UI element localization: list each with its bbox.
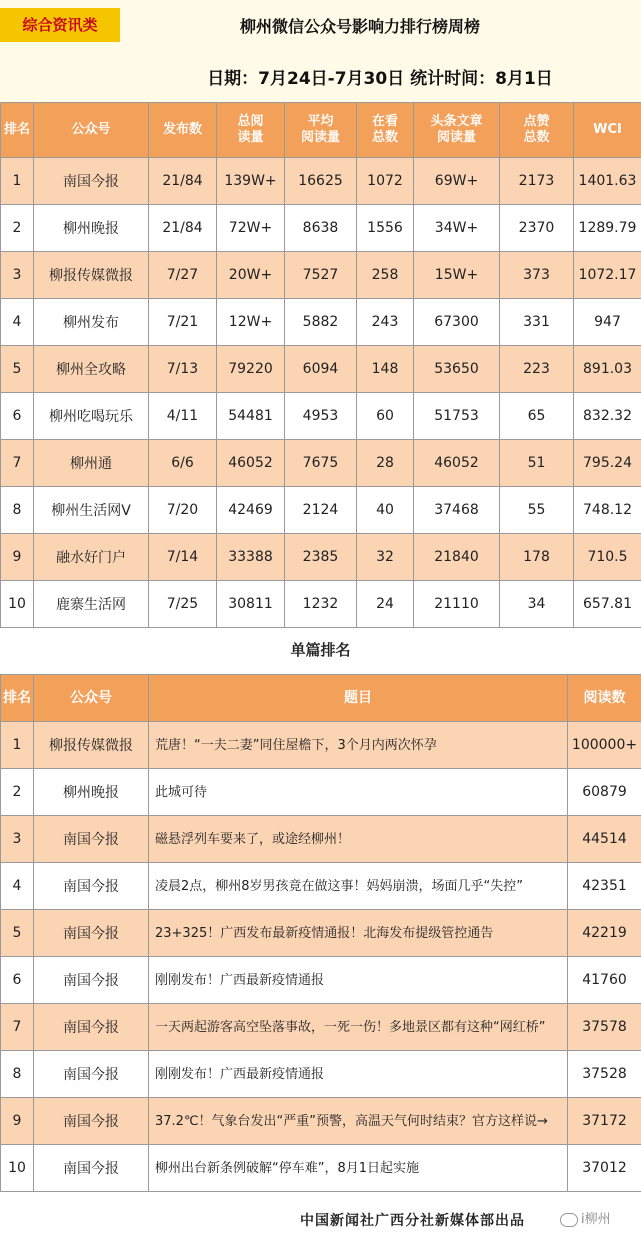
- table-cell: 柳州通: [34, 440, 149, 487]
- table-cell: 139W+: [217, 158, 285, 205]
- table-cell: 46052: [414, 440, 500, 487]
- category-tag: 综合资讯类: [0, 8, 120, 42]
- table-cell: 42469: [217, 487, 285, 534]
- table-cell: 7527: [285, 252, 357, 299]
- table-cell: 15W+: [414, 252, 500, 299]
- table-cell: 37468: [414, 487, 500, 534]
- table-cell: 刚刚发布！广西最新疫情通报: [149, 957, 568, 1004]
- table-cell: 24: [357, 581, 414, 628]
- table-row: [1, 722, 641, 769]
- table-cell: 16625: [285, 158, 357, 205]
- table-cell: 20W+: [217, 252, 285, 299]
- table-cell: 刚刚发布！广西最新疫情通报: [149, 1051, 568, 1098]
- table-cell: 5: [1, 346, 34, 393]
- table-cell: 融水好门户: [34, 534, 149, 581]
- table-cell: 南国今报: [34, 863, 149, 910]
- table-cell: 23+325！广西发布最新疫情通报！北海发布提级管控通告: [149, 910, 568, 957]
- table-cell: 42351: [568, 863, 641, 910]
- weekly-table-header: [1, 103, 641, 158]
- table-cell: 4: [1, 299, 34, 346]
- table-row: [1, 1004, 641, 1051]
- table-cell: 3: [1, 252, 34, 299]
- table-cell: 此城可待: [149, 769, 568, 816]
- table-cell: 30811: [217, 581, 285, 628]
- table-cell: 33388: [217, 534, 285, 581]
- table-cell: 7/25: [149, 581, 217, 628]
- table-cell: 2370: [500, 205, 574, 252]
- table-cell: 41760: [568, 957, 641, 1004]
- table-cell: 1289.79: [574, 205, 641, 252]
- table-cell: 37578: [568, 1004, 641, 1051]
- table-cell: 37172: [568, 1098, 641, 1145]
- table-cell: 7/14: [149, 534, 217, 581]
- table-cell: 5: [1, 910, 34, 957]
- weekly-col-header: 头条文章 阅读量: [414, 103, 500, 158]
- table-cell: 6: [1, 393, 34, 440]
- table-cell: 柳州晚报: [34, 769, 149, 816]
- table-cell: 21/84: [149, 158, 217, 205]
- table-cell: 一天两起游客高空坠落事故，一死一伤！多地景区都有这种“网红桥”: [149, 1004, 568, 1051]
- table-cell: 磁悬浮列车要来了，或途经柳州！: [149, 816, 568, 863]
- weekly-col-header: 点赞 总数: [500, 103, 574, 158]
- table-cell: 10: [1, 581, 34, 628]
- table-cell: 南国今报: [34, 910, 149, 957]
- table-cell: 7/13: [149, 346, 217, 393]
- table-cell: 6/6: [149, 440, 217, 487]
- table-row: [1, 1051, 641, 1098]
- single-table-header: [1, 675, 641, 722]
- table-row: [1, 769, 641, 816]
- single-ranking-table: [0, 674, 641, 1192]
- table-row: [1, 440, 641, 487]
- table-cell: 2: [1, 769, 34, 816]
- table-cell: 6: [1, 957, 34, 1004]
- table-cell: 7: [1, 440, 34, 487]
- table-cell: 8: [1, 487, 34, 534]
- table-cell: 44514: [568, 816, 641, 863]
- table-cell: 柳州发布: [34, 299, 149, 346]
- table-cell: 7675: [285, 440, 357, 487]
- table-cell: 34: [500, 581, 574, 628]
- table-cell: 2385: [285, 534, 357, 581]
- table-row: [1, 1145, 641, 1192]
- table-cell: 10: [1, 1145, 34, 1192]
- table-row: [1, 816, 641, 863]
- table-cell: 2173: [500, 158, 574, 205]
- table-cell: 柳州出台新条例破解“停车难”，8月1日起实施: [149, 1145, 568, 1192]
- table-cell: 1556: [357, 205, 414, 252]
- weekly-col-header: 总阅 读量: [217, 103, 285, 158]
- table-cell: 柳州生活网V: [34, 487, 149, 534]
- wechat-label: i柳州: [581, 1212, 611, 1227]
- table-row: [1, 1098, 641, 1145]
- weekly-col-header: WCI: [574, 103, 641, 158]
- table-cell: 891.03: [574, 346, 641, 393]
- table-cell: 7/20: [149, 487, 217, 534]
- table-cell: 9: [1, 534, 34, 581]
- table-cell: 4: [1, 863, 34, 910]
- table-cell: 832.32: [574, 393, 641, 440]
- table-row: [1, 487, 641, 534]
- table-cell: 21840: [414, 534, 500, 581]
- table-cell: 67300: [414, 299, 500, 346]
- table-cell: 21/84: [149, 205, 217, 252]
- table-cell: 9: [1, 1098, 34, 1145]
- table-cell: 37012: [568, 1145, 641, 1192]
- table-cell: 1072: [357, 158, 414, 205]
- single-col-header: 排名: [1, 675, 34, 722]
- weekly-col-header: 公众号: [34, 103, 149, 158]
- table-cell: 5882: [285, 299, 357, 346]
- table-row: [1, 252, 641, 299]
- table-cell: 柳州晚报: [34, 205, 149, 252]
- table-cell: 南国今报: [34, 1051, 149, 1098]
- weekly-col-header: 排名: [1, 103, 34, 158]
- table-cell: 657.81: [574, 581, 641, 628]
- table-cell: 178: [500, 534, 574, 581]
- table-cell: 3: [1, 816, 34, 863]
- single-ranking-title: 单篇排名: [290, 641, 351, 659]
- table-cell: 40: [357, 487, 414, 534]
- table-cell: 710.5: [574, 534, 641, 581]
- table-cell: 53650: [414, 346, 500, 393]
- table-cell: 2: [1, 205, 34, 252]
- table-cell: 258: [357, 252, 414, 299]
- table-row: [1, 910, 641, 957]
- date-line: 日期：7月24日-7月30日 统计时间：8月1日: [207, 69, 553, 89]
- footer: [0, 1192, 641, 1246]
- table-cell: 32: [357, 534, 414, 581]
- table-cell: 8: [1, 1051, 34, 1098]
- table-cell: 12W+: [217, 299, 285, 346]
- table-row: [1, 393, 641, 440]
- table-cell: 65: [500, 393, 574, 440]
- table-cell: 6094: [285, 346, 357, 393]
- table-cell: 28: [357, 440, 414, 487]
- page-title: 柳州微信公众号影响力排行榜周榜: [239, 17, 480, 36]
- table-cell: 南国今报: [34, 957, 149, 1004]
- table-cell: 223: [500, 346, 574, 393]
- table-cell: 54481: [217, 393, 285, 440]
- table-row: [1, 299, 641, 346]
- table-row: [1, 346, 641, 393]
- table-cell: 1401.63: [574, 158, 641, 205]
- table-row: [1, 158, 641, 205]
- table-row: [1, 205, 641, 252]
- table-cell: 51753: [414, 393, 500, 440]
- table-row: [1, 581, 641, 628]
- table-cell: 51: [500, 440, 574, 487]
- table-cell: 柳报传媒微报: [34, 722, 149, 769]
- table-cell: 46052: [217, 440, 285, 487]
- table-cell: 748.12: [574, 487, 641, 534]
- table-cell: 荒唐！“一夫二妻”同住屋檐下，3个月内两次怀孕: [149, 722, 568, 769]
- table-cell: 243: [357, 299, 414, 346]
- table-cell: 34W+: [414, 205, 500, 252]
- table-cell: 947: [574, 299, 641, 346]
- table-cell: 南国今报: [34, 158, 149, 205]
- single-col-header: 公众号: [34, 675, 149, 722]
- table-cell: 1232: [285, 581, 357, 628]
- header: [0, 0, 641, 102]
- table-cell: 37.2℃！气象台发出“严重”预警，高温天气何时结束？官方这样说→: [149, 1098, 568, 1145]
- table-cell: 331: [500, 299, 574, 346]
- table-cell: 南国今报: [34, 1004, 149, 1051]
- table-cell: 795.24: [574, 440, 641, 487]
- table-cell: 2124: [285, 487, 357, 534]
- footer-credit: 中国新闻社广西分社新媒体部出品: [300, 1213, 525, 1229]
- table-row: [1, 863, 641, 910]
- table-cell: 148: [357, 346, 414, 393]
- table-cell: 7/21: [149, 299, 217, 346]
- table-cell: 100000+: [568, 722, 641, 769]
- table-cell: 鹿寨生活网: [34, 581, 149, 628]
- table-cell: 4/11: [149, 393, 217, 440]
- table-cell: 1: [1, 722, 34, 769]
- table-row: [1, 957, 641, 1004]
- table-cell: 柳州吃喝玩乐: [34, 393, 149, 440]
- table-cell: 7: [1, 1004, 34, 1051]
- weekly-col-header: 平均 阅读量: [285, 103, 357, 158]
- table-cell: 凌晨2点，柳州8岁男孩竟在做这事！妈妈崩溃，场面几乎“失控”: [149, 863, 568, 910]
- weekly-col-header: 发布数: [149, 103, 217, 158]
- table-cell: 42219: [568, 910, 641, 957]
- single-col-header: 阅读数: [568, 675, 641, 722]
- table-cell: 1: [1, 158, 34, 205]
- table-row: [1, 534, 641, 581]
- table-cell: 373: [500, 252, 574, 299]
- table-cell: 7/27: [149, 252, 217, 299]
- table-cell: 60: [357, 393, 414, 440]
- weekly-ranking-table: [0, 102, 641, 628]
- table-cell: 37528: [568, 1051, 641, 1098]
- table-cell: 南国今报: [34, 1098, 149, 1145]
- table-cell: 79220: [217, 346, 285, 393]
- wechat-icon: [560, 1213, 578, 1227]
- weekly-col-header: 在看 总数: [357, 103, 414, 158]
- table-cell: 4953: [285, 393, 357, 440]
- table-cell: 柳报传媒微报: [34, 252, 149, 299]
- table-cell: 南国今报: [34, 816, 149, 863]
- wechat-badge: [560, 1208, 611, 1227]
- table-cell: 69W+: [414, 158, 500, 205]
- single-col-header: 题目: [149, 675, 568, 722]
- table-cell: 60879: [568, 769, 641, 816]
- table-cell: 55: [500, 487, 574, 534]
- table-cell: 柳州全攻略: [34, 346, 149, 393]
- table-cell: 72W+: [217, 205, 285, 252]
- table-cell: 南国今报: [34, 1145, 149, 1192]
- table-cell: 21110: [414, 581, 500, 628]
- table-cell: 8638: [285, 205, 357, 252]
- table-cell: 1072.17: [574, 252, 641, 299]
